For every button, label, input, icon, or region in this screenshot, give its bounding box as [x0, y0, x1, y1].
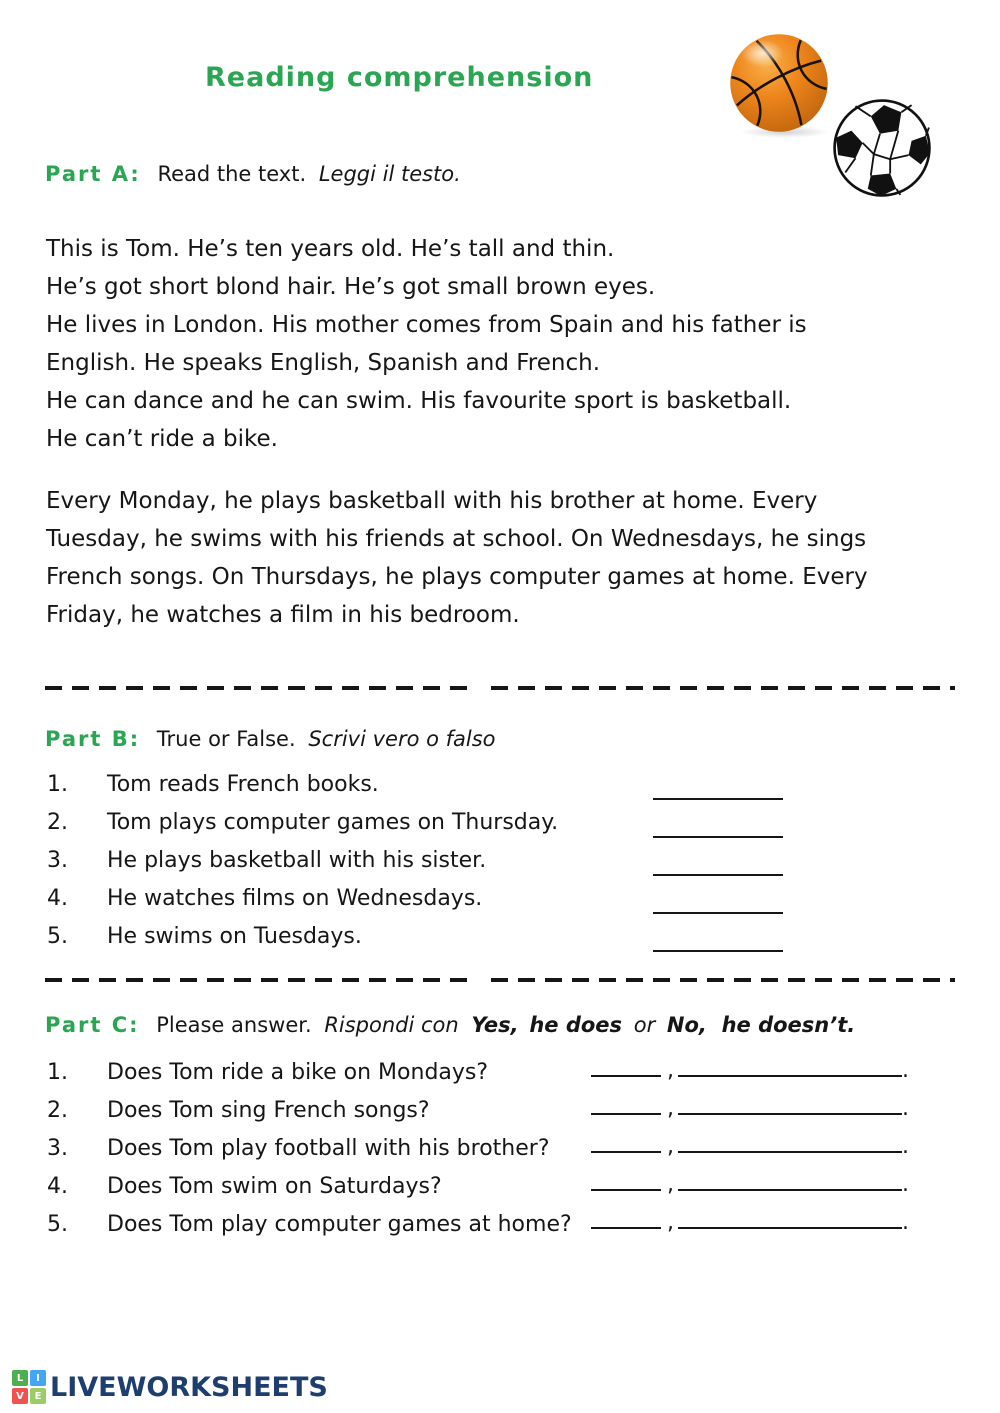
- item-number: 4.: [47, 1174, 68, 1199]
- part-c-option-yes-phrase: he does: [529, 1013, 623, 1037]
- answer-blank-true-false-4[interactable]: [653, 912, 783, 914]
- answer-area: [591, 1058, 909, 1083]
- logo-tile-e: E: [30, 1388, 46, 1404]
- answer-area: [591, 1096, 909, 1121]
- part-b-instruction: True or False.: [156, 727, 296, 751]
- part-c-option-no: No,: [666, 1013, 707, 1037]
- item-text: Does Tom swim on Saturdays?: [107, 1174, 442, 1199]
- answer-comma: ,: [667, 1172, 674, 1197]
- answer-blank-short-1[interactable]: [591, 1059, 661, 1077]
- part-c-option-no-phrase: he doesn’t.: [721, 1013, 856, 1037]
- part-a-label: Part A:: [45, 162, 141, 186]
- true-false-item: [45, 806, 955, 844]
- text-line: Tuesday, he swims with his friends at school. On Wednesdays, he sings: [46, 526, 867, 552]
- answer-blank-short-5[interactable]: [591, 1211, 661, 1229]
- question-item: [45, 1132, 955, 1170]
- text-line: This is Tom. He’s ten years old. He’s tall and thin.: [46, 236, 615, 262]
- answer-blank-short-3[interactable]: [591, 1135, 661, 1153]
- item-number: 1.: [47, 1060, 68, 1085]
- item-number: 2.: [47, 1098, 68, 1123]
- answer-blank-short-2[interactable]: [591, 1097, 661, 1115]
- part-c-instruction-italian: Rispondi con: [324, 1013, 459, 1037]
- answer-area: [591, 1134, 909, 1159]
- answer-period: .: [902, 1058, 909, 1083]
- true-false-item: [45, 920, 955, 958]
- item-text: Does Tom play football with his brother?: [107, 1136, 550, 1161]
- answer-period: .: [902, 1210, 909, 1235]
- divider-dashes: [45, 686, 471, 690]
- divider-gap: [471, 978, 491, 983]
- answer-blank-short-4[interactable]: [591, 1173, 661, 1191]
- part-c-header: [45, 1013, 855, 1037]
- part-a-instruction: Read the text.: [157, 162, 307, 186]
- answer-comma: ,: [667, 1058, 674, 1083]
- part-a-instruction-italian: Leggi il testo.: [318, 162, 461, 186]
- text-line: He can’t ride a bike.: [46, 426, 278, 452]
- text-line: He’s got short blond hair. He’s got small brown eyes.: [46, 274, 656, 300]
- divider-dashes: [491, 978, 955, 982]
- page-title: Reading comprehension: [205, 62, 594, 93]
- question-item: [45, 1056, 955, 1094]
- divider-dashes: [491, 686, 955, 690]
- liveworksheets-logo[interactable]: [12, 1370, 328, 1404]
- question-item: [45, 1094, 955, 1132]
- text-line: He lives in London. His mother comes from Spain and his father is: [46, 312, 807, 338]
- answer-comma: ,: [667, 1096, 674, 1121]
- part-b-label: Part B:: [45, 727, 141, 751]
- item-number: 2.: [47, 810, 68, 835]
- item-text: Does Tom play computer games at home?: [107, 1212, 572, 1237]
- answer-blank-long-5[interactable]: [678, 1211, 902, 1229]
- text-line: Friday, he watches a film in his bedroom.: [46, 602, 520, 628]
- answer-comma: ,: [667, 1134, 674, 1159]
- true-false-item: [45, 768, 955, 806]
- answer-blank-long-3[interactable]: [678, 1135, 902, 1153]
- answer-blank-long-2[interactable]: [678, 1097, 902, 1115]
- true-false-item: [45, 882, 955, 920]
- item-text: Tom reads French books.: [107, 772, 379, 797]
- part-c-or: or: [633, 1013, 656, 1037]
- item-text: Does Tom sing French songs?: [107, 1098, 430, 1123]
- answer-blank-long-1[interactable]: [678, 1059, 902, 1077]
- basketball-icon: [726, 30, 832, 136]
- part-c-instruction: Please answer.: [156, 1013, 312, 1037]
- section-divider: [45, 978, 955, 983]
- divider-dashes: [45, 978, 471, 982]
- text-line: He can dance and he can swim. His favourite sport is basketball.: [46, 388, 792, 414]
- item-number: 5.: [47, 1212, 68, 1237]
- question-item: [45, 1170, 955, 1208]
- item-text: He watches films on Wednesdays.: [107, 886, 483, 911]
- answer-blank-true-false-5[interactable]: [653, 950, 783, 952]
- part-c-option-yes: Yes,: [471, 1013, 519, 1037]
- part-c-list: [45, 1056, 955, 1246]
- answer-area: [591, 1210, 909, 1235]
- answer-period: .: [902, 1096, 909, 1121]
- answer-comma: ,: [667, 1210, 674, 1235]
- text-line: English. He speaks English, Spanish and French.: [46, 350, 601, 376]
- text-line: French songs. On Thursdays, he plays computer games at home. Every: [46, 564, 868, 590]
- item-text: Does Tom ride a bike on Mondays?: [107, 1060, 489, 1085]
- item-number: 3.: [47, 1136, 68, 1161]
- answer-blank-long-4[interactable]: [678, 1173, 902, 1191]
- answer-blank-true-false-2[interactable]: [653, 836, 783, 838]
- answer-period: .: [902, 1134, 909, 1159]
- part-b-instruction-italian: Scrivi vero o falso: [308, 727, 496, 751]
- part-b-header: [45, 727, 496, 751]
- question-item: [45, 1208, 955, 1246]
- answer-period: .: [902, 1172, 909, 1197]
- answer-blank-true-false-3[interactable]: [653, 874, 783, 876]
- item-number: 4.: [47, 886, 68, 911]
- part-c-label: Part C:: [45, 1013, 140, 1037]
- answer-area: [591, 1172, 909, 1197]
- logo-tile-i: I: [30, 1370, 46, 1386]
- section-divider: [45, 686, 955, 691]
- liveworksheets-logo-text: LIVEWORKSHEETS: [50, 1371, 328, 1403]
- answer-blank-true-false-1[interactable]: [653, 798, 783, 800]
- logo-tile-l: L: [12, 1370, 28, 1386]
- liveworksheets-logo-icon: [12, 1370, 46, 1404]
- part-a-header: [45, 162, 461, 186]
- reading-paragraph-2: [46, 482, 966, 634]
- item-number: 1.: [47, 772, 68, 797]
- soccer-ball-icon: [831, 97, 933, 199]
- reading-paragraph-1: [46, 230, 966, 458]
- item-number: 3.: [47, 848, 68, 873]
- true-false-item: [45, 844, 955, 882]
- part-b-list: [45, 768, 955, 958]
- logo-tile-v: V: [12, 1388, 28, 1404]
- text-line: Every Monday, he plays basketball with his brother at home. Every: [46, 488, 818, 514]
- item-text: Tom plays computer games on Thursday.: [107, 810, 559, 835]
- item-text: He swims on Tuesdays.: [107, 924, 362, 949]
- divider-gap: [471, 686, 491, 691]
- item-number: 5.: [47, 924, 68, 949]
- item-text: He plays basketball with his sister.: [107, 848, 487, 873]
